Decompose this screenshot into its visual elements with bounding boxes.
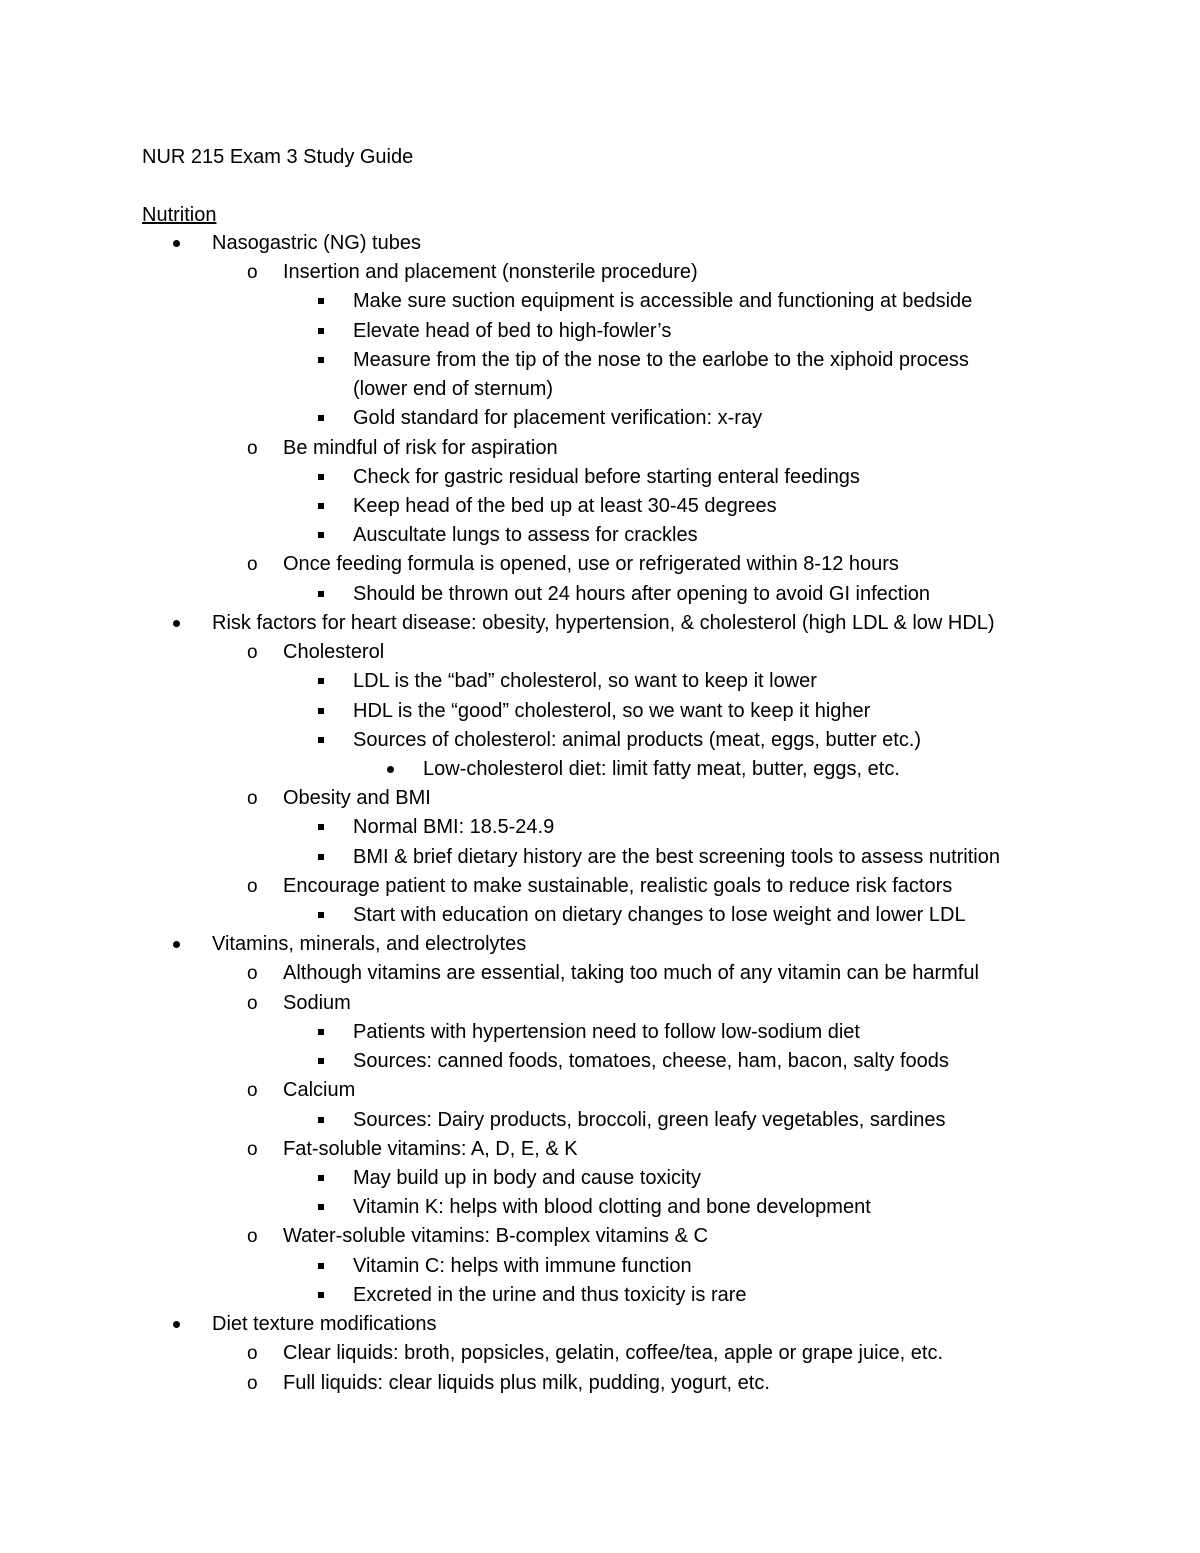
outline-item-text: Sources: canned foods, tomatoes, cheese, ham, bacon, salty foods [353, 1050, 949, 1073]
outline-item [0, 1193, 1200, 1222]
square-bullet-icon [318, 1029, 324, 1035]
outline-item [0, 901, 1200, 930]
outline-item-text: HDL is the “good” cholesterol, so we want to keep it higher [353, 699, 871, 722]
outline-item [0, 1018, 1200, 1047]
outline-item-text: Diet texture modifications [212, 1313, 437, 1336]
outline-item-text: Patients with hypertension need to follow low-sodium diet [353, 1020, 860, 1043]
circle-bullet-icon: o [247, 642, 258, 664]
circle-bullet-icon: o [247, 1226, 258, 1248]
outline-item [0, 872, 1200, 901]
outline-item-text: Should be thrown out 24 hours after opening to avoid GI infection [353, 582, 931, 605]
outline-item [0, 287, 1200, 316]
square-bullet-icon [318, 474, 324, 480]
outline-item-text: Vitamins, minerals, and electrolytes [212, 933, 527, 956]
square-bullet-icon [318, 503, 324, 509]
square-bullet-icon [318, 532, 324, 538]
square-bullet-icon [318, 328, 324, 334]
outline-item-text: Water-soluble vitamins: B-complex vitamins & C [283, 1225, 708, 1248]
square-bullet-icon [318, 1292, 324, 1298]
outline-item-text: Check for gastric residual before starting enteral feedings [353, 465, 860, 488]
disc-bullet-icon [173, 1321, 180, 1328]
outline-item [0, 1310, 1200, 1339]
outline-item-text: Be mindful of risk for aspiration [283, 436, 558, 459]
circle-bullet-icon: o [247, 992, 258, 1014]
circle-bullet-icon: o [247, 1343, 258, 1365]
square-bullet-icon [318, 912, 324, 918]
outline-item [0, 1252, 1200, 1281]
outline-item [0, 375, 1200, 404]
outline-item-text: Risk factors for heart disease: obesity, hypertension, & cholesterol (high LDL & low HDL) [212, 611, 995, 634]
outline-item-text: LDL is the “bad” cholesterol, so want to keep it lower [353, 670, 817, 693]
outline-item-text: Encourage patient to make sustainable, realistic goals to reduce risk factors [283, 874, 953, 897]
section-heading-nutrition: Nutrition [142, 204, 217, 226]
square-bullet-icon [318, 415, 324, 421]
outline-item [0, 667, 1200, 696]
outline-item-text: Nasogastric (NG) tubes [212, 232, 421, 254]
square-bullet-icon [318, 737, 324, 743]
outline-item-text: BMI & brief dietary history are the best screening tools to assess nutrition [353, 845, 1000, 868]
circle-bullet-icon: o [247, 1080, 258, 1102]
circle-bullet-icon: o [247, 875, 258, 897]
outline-item [0, 638, 1200, 667]
outline-item-text: Cholesterol [283, 641, 385, 664]
outline-item-text: Insertion and placement (nonsterile procedure) [283, 261, 698, 284]
outline-item [0, 1369, 1200, 1398]
outline-item-text: Low-cholesterol diet: limit fatty meat, butter, eggs, etc. [423, 757, 900, 780]
outline-item [0, 989, 1200, 1018]
disc-bullet-icon [173, 620, 180, 627]
outline-item [0, 550, 1200, 579]
outline-item-text: Obesity and BMI [283, 787, 431, 810]
outline-item [0, 930, 1200, 959]
outline-item-text: Keep head of the bed up at least 30-45 degrees [353, 494, 777, 517]
outline-list [0, 229, 1200, 1398]
outline-item [0, 317, 1200, 346]
circle-bullet-icon: o [247, 963, 258, 985]
outline-item [0, 434, 1200, 463]
outline-item [0, 784, 1200, 813]
outline-item [0, 346, 1200, 375]
outline-item-text: Gold standard for placement verification: x-ray [353, 407, 763, 430]
square-bullet-icon [318, 708, 324, 714]
square-bullet-icon [318, 357, 324, 363]
square-bullet-icon [318, 1058, 324, 1064]
circle-bullet-icon: o [247, 262, 258, 284]
square-bullet-icon [318, 824, 324, 830]
square-bullet-icon [318, 1175, 324, 1181]
outline-item [0, 1076, 1200, 1105]
outline-item-text: Vitamin K: helps with blood clotting and bone development [353, 1196, 871, 1219]
outline-item-text: Although vitamins are essential, taking too much of any vitamin can be harmful [283, 962, 979, 985]
outline-item [0, 755, 1200, 784]
outline-item [0, 521, 1200, 550]
circle-bullet-icon: o [247, 437, 258, 459]
circle-bullet-icon: o [247, 788, 258, 810]
outline-item [0, 492, 1200, 521]
outline-item-text: Once feeding formula is opened, use or refrigerated within 8-12 hours [283, 553, 899, 576]
outline-item-text: Sources of cholesterol: animal products (meat, eggs, butter etc.) [353, 728, 922, 751]
outline-item [0, 1281, 1200, 1310]
outline-item-text: Elevate head of bed to high-fowler’s [353, 319, 672, 342]
outline-item [0, 1106, 1200, 1135]
square-bullet-icon [318, 854, 324, 860]
document-title: NUR 215 Exam 3 Study Guide [142, 146, 414, 168]
outline-item-text: Sodium [283, 991, 351, 1014]
circle-bullet-icon: o [247, 1138, 258, 1160]
outline-item-text: Vitamin C: helps with immune function [353, 1254, 692, 1277]
outline-item-text: May build up in body and cause toxicity [353, 1167, 701, 1189]
disc-bullet-icon [173, 240, 180, 247]
outline-item [0, 697, 1200, 726]
square-bullet-icon [318, 1117, 324, 1123]
outline-item-text: Clear liquids: broth, popsicles, gelatin, coffee/tea, apple or grape juice, etc. [283, 1342, 944, 1365]
outline-item-text: Normal BMI: 18.5-24.9 [353, 816, 555, 839]
outline-item-text: Measure from the tip of the nose to the earlobe to the xiphoid process [353, 348, 969, 371]
outline-item-text: Auscultate lungs to assess for crackles [353, 524, 698, 547]
outline-item [0, 1339, 1200, 1368]
outline-item [0, 1135, 1200, 1164]
outline-item [0, 1222, 1200, 1251]
square-bullet-icon [318, 591, 324, 597]
outline-item [0, 463, 1200, 492]
disc-bullet-icon [173, 941, 180, 948]
outline-item-text: Start with education on dietary changes to lose weight and lower LDL [353, 904, 966, 927]
outline-item-text: Make sure suction equipment is accessible and functioning at bedside [353, 290, 973, 313]
outline-item [0, 843, 1200, 872]
outline-item-text: Calcium [283, 1079, 356, 1102]
outline-item [0, 580, 1200, 609]
outline-item-text: Excreted in the urine and thus toxicity is rare [353, 1283, 747, 1306]
square-bullet-icon [318, 1263, 324, 1269]
circle-bullet-icon: o [247, 1372, 258, 1394]
outline-item [0, 726, 1200, 755]
square-bullet-icon [318, 298, 324, 304]
outline-item [0, 258, 1200, 287]
outline-item [0, 229, 1200, 258]
outline-item-text: Fat-soluble vitamins: A, D, E, & K [283, 1137, 578, 1160]
outline-item [0, 609, 1200, 638]
outline-item-text: Sources: Dairy products, broccoli, green leafy vegetables, sardines [353, 1108, 946, 1131]
circle-bullet-icon: o [247, 554, 258, 576]
outline-item [0, 813, 1200, 842]
outline-item-text: Full liquids: clear liquids plus milk, pudding, yogurt, etc. [283, 1371, 770, 1394]
outline-item [0, 959, 1200, 988]
square-bullet-icon [318, 1204, 324, 1210]
square-bullet-icon [318, 678, 324, 684]
disc-bullet-icon [387, 766, 394, 773]
outline-item [0, 404, 1200, 433]
outline-item-text: (lower end of sternum) [353, 378, 554, 401]
outline-item [0, 1164, 1200, 1193]
outline-item [0, 1047, 1200, 1076]
